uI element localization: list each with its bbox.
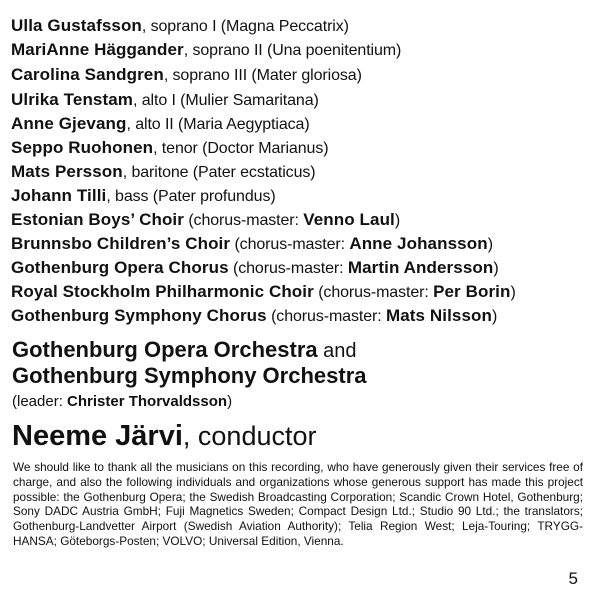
choir-line: [11, 210, 400, 231]
soloist-name: MariAnne Häggander: [11, 40, 184, 59]
closing-paren: ): [394, 212, 401, 229]
soloist-line: [11, 90, 319, 111]
choir-name: Gothenburg Opera Chorus: [11, 258, 229, 277]
chorus-master-label: (chorus-master:: [183, 212, 304, 229]
chorus-master-label: (chorus-master:: [266, 308, 386, 325]
chorus-master-name: Martin Andersson: [347, 258, 494, 277]
soloist-line: [11, 65, 362, 86]
leader-label: (leader:: [12, 393, 68, 410]
soloist-role: , soprano II (Una poenitentium): [183, 42, 402, 59]
orchestra-name: Gothenburg Opera Orchestra: [12, 337, 318, 362]
soloist-role: , bass (Pater profundus): [106, 188, 276, 205]
closing-paren: ): [510, 284, 516, 301]
chorus-master-label: (chorus-master:: [230, 236, 350, 253]
page-number: 5: [568, 569, 578, 588]
soloist-name: Carolina Sandgren: [11, 65, 164, 84]
soloist-role: , baritone (Pater ecstaticus): [122, 164, 316, 181]
soloist-name: Ulla Gustafsson: [11, 16, 142, 35]
conductor-role: , conductor: [182, 421, 317, 451]
chorus-master-label: (chorus-master:: [228, 260, 348, 277]
soloist-name: Mats Persson: [11, 162, 123, 181]
soloist-role: , alto II (Maria Aegyptiaca): [126, 116, 310, 133]
leader-name: Christer Thorvaldsson: [67, 393, 228, 410]
orchestra-line-2: [12, 363, 367, 390]
orchestra-line-1: [12, 337, 357, 364]
soloist-name: Ulrika Tenstam: [11, 90, 134, 109]
choir-name: Estonian Boys’ Choir: [11, 210, 184, 229]
choir-line: [11, 258, 499, 279]
choir-name: Gothenburg Symphony Chorus: [11, 306, 267, 325]
closing-paren: ): [227, 393, 233, 410]
soloist-role: , alto I (Mulier Samaritana): [133, 92, 319, 109]
choir-line: [11, 234, 493, 255]
conductor-line: [12, 419, 316, 453]
soloist-line: [11, 162, 316, 183]
soloist-line: [11, 186, 276, 207]
choir-name: Royal Stockholm Philharmonic Choir: [11, 282, 314, 301]
soloist-line: [11, 114, 310, 135]
chorus-master-name: Venno Laul: [303, 210, 395, 229]
soloist-line: [11, 16, 349, 37]
chorus-master-name: Per Borin: [433, 282, 511, 301]
chorus-master-label: (chorus-master:: [313, 284, 434, 301]
orchestra-name: Gothenburg Symphony Orchestra: [12, 363, 367, 388]
closing-paren: ): [487, 236, 493, 253]
acknowledgements-paragraph: We should like to thank all the musicians on this recording, who have generously given their services free of charge, and also the following individuals and organizations whose generous support has made this project possible: the Gothenburg Opera; the Swedish Broadcasting Corporation; Scandic Crown Hotel, Gothenburg; Sony DADC Austria GmbH; Fuji Magnetics Sweden; Compact Design Ltd.; Studio 90 Ltd.; the translators; Gothenburg-Landvetter Airport (Swedish Aviation Authority); Telia Region West; Leja-Touring; TRYGG-HANSA; Göteborgs-Posten; VOLVO; Universal Edition, Vienna.: [13, 460, 583, 548]
conductor-name: Neeme Järvi: [12, 420, 183, 452]
chorus-master-name: Mats Nilsson: [385, 306, 492, 325]
closing-paren: ): [492, 308, 498, 325]
soloist-name: Seppo Ruohonen: [11, 138, 154, 157]
choir-name: Brunnsbo Children’s Choir: [11, 234, 231, 253]
choir-line: [11, 306, 497, 327]
soloist-name: Anne Gjevang: [11, 114, 127, 133]
soloist-line: [11, 40, 401, 61]
soloist-name: Johann Tilli: [11, 186, 107, 205]
soloist-role: , soprano I (Magna Peccatrix): [141, 18, 349, 35]
choir-line: [11, 282, 516, 303]
leader-line: [12, 392, 232, 412]
orchestra-conjunction: and: [317, 340, 357, 362]
chorus-master-name: Anne Johansson: [349, 234, 488, 253]
soloist-line: [11, 138, 328, 159]
soloist-role: , tenor (Doctor Marianus): [153, 140, 329, 157]
soloist-role: , soprano III (Mater gloriosa): [163, 67, 362, 84]
closing-paren: ): [493, 260, 499, 277]
